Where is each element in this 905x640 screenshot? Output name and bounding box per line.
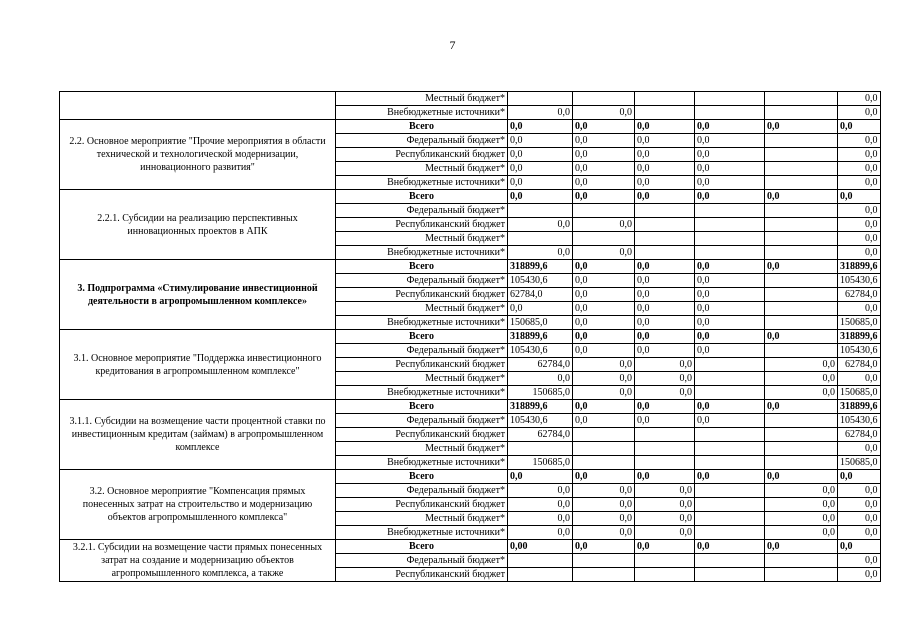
amount-cell: 0,0 xyxy=(838,190,881,204)
amount-cell: 0,0 xyxy=(573,302,635,316)
amount-cell: 0,0 xyxy=(838,162,881,176)
amount-cell: 0,0 xyxy=(765,386,838,400)
amount-cell xyxy=(765,288,838,302)
amount-cell xyxy=(695,456,765,470)
amount-cell: 0,0 xyxy=(635,134,695,148)
amount-cell: 0,0 xyxy=(765,540,838,554)
amount-cell xyxy=(508,204,573,218)
amount-cell xyxy=(635,218,695,232)
amount-cell xyxy=(765,302,838,316)
amount-cell xyxy=(765,274,838,288)
amount-cell: 0,0 xyxy=(838,540,881,554)
page-number: 7 xyxy=(449,38,456,52)
amount-cell: 0,0 xyxy=(635,260,695,274)
amount-cell: 0,0 xyxy=(695,414,765,428)
funding-source-cell: Местный бюджет* xyxy=(336,302,508,316)
amount-cell: 0,0 xyxy=(695,190,765,204)
amount-cell xyxy=(573,232,635,246)
amount-cell: 0,0 xyxy=(838,554,881,568)
amount-cell xyxy=(695,386,765,400)
amount-cell: 0,0 xyxy=(765,400,838,414)
amount-cell xyxy=(695,526,765,540)
amount-cell: 150685,0 xyxy=(508,456,573,470)
amount-cell: 318899,6 xyxy=(508,400,573,414)
funding-source-cell: Местный бюджет* xyxy=(336,232,508,246)
funding-source-cell: Федеральный бюджет* xyxy=(336,484,508,498)
amount-cell: 0,0 xyxy=(838,218,881,232)
amount-cell: 0,0 xyxy=(695,540,765,554)
amount-cell: 0,0 xyxy=(695,260,765,274)
amount-cell xyxy=(635,442,695,456)
amount-cell xyxy=(765,106,838,120)
funding-source-cell: Республиканский бюджет xyxy=(336,218,508,232)
amount-cell: 0,0 xyxy=(508,526,573,540)
amount-cell: 0,0 xyxy=(838,246,881,260)
amount-cell: 0,0 xyxy=(573,218,635,232)
table-row xyxy=(60,260,881,274)
amount-cell: 0,0 xyxy=(838,92,881,106)
amount-cell: 0,0 xyxy=(573,344,635,358)
amount-cell: 0,0 xyxy=(573,316,635,330)
amount-cell xyxy=(573,92,635,106)
table-row xyxy=(60,470,881,484)
amount-cell: 0,0 xyxy=(573,386,635,400)
funding-source-cell: Местный бюджет* xyxy=(336,372,508,386)
funding-source-cell: Местный бюджет* xyxy=(336,162,508,176)
funding-source-cell: Всего xyxy=(336,540,508,554)
amount-cell xyxy=(695,512,765,526)
amount-cell: 0,0 xyxy=(838,302,881,316)
amount-cell xyxy=(635,232,695,246)
amount-cell: 0,0 xyxy=(765,498,838,512)
amount-cell xyxy=(695,372,765,386)
table-row xyxy=(60,120,881,134)
amount-cell: 0,0 xyxy=(838,526,881,540)
amount-cell xyxy=(765,232,838,246)
amount-cell: 0,0 xyxy=(838,134,881,148)
amount-cell xyxy=(508,232,573,246)
amount-cell: 0,0 xyxy=(635,540,695,554)
amount-cell: 318899,6 xyxy=(838,400,881,414)
amount-cell: 0,0 xyxy=(838,120,881,134)
amount-cell xyxy=(765,176,838,190)
amount-cell: 0,0 xyxy=(508,470,573,484)
amount-cell: 0,0 xyxy=(635,302,695,316)
table-row xyxy=(60,190,881,204)
amount-cell: 150685,0 xyxy=(508,316,573,330)
amount-cell: 0,0 xyxy=(838,498,881,512)
amount-cell: 0,0 xyxy=(635,372,695,386)
funding-source-cell: Федеральный бюджет* xyxy=(336,554,508,568)
amount-cell: 0,0 xyxy=(765,372,838,386)
amount-cell: 0,0 xyxy=(695,176,765,190)
amount-cell: 0,0 xyxy=(508,218,573,232)
amount-cell: 0,0 xyxy=(635,526,695,540)
amount-cell xyxy=(695,232,765,246)
amount-cell: 0,0 xyxy=(508,106,573,120)
amount-cell: 0,0 xyxy=(573,190,635,204)
amount-cell: 62784,0 xyxy=(838,358,881,372)
funding-source-cell: Внебюджетные источники* xyxy=(336,316,508,330)
amount-cell: 150685,0 xyxy=(508,386,573,400)
funding-source-cell: Федеральный бюджет* xyxy=(336,134,508,148)
amount-cell: 0,0 xyxy=(573,414,635,428)
amount-cell: 150685,0 xyxy=(838,316,881,330)
amount-cell: 0,0 xyxy=(838,512,881,526)
amount-cell: 0,0 xyxy=(838,372,881,386)
amount-cell: 0,0 xyxy=(508,190,573,204)
amount-cell: 0,0 xyxy=(695,400,765,414)
amount-cell: 0,0 xyxy=(635,386,695,400)
amount-cell xyxy=(765,554,838,568)
amount-cell: 0,0 xyxy=(695,288,765,302)
activity-name-cell: 3.2. Основное мероприятие "Компенсация прямых понесенных затрат на строительство и модернизацию объектов агропромышленного комплекса" xyxy=(60,470,336,540)
funding-source-cell: Всего xyxy=(336,260,508,274)
activity-name-cell: 2.2. Основное мероприятие "Прочие мероприятия в области технической и технологической модернизации, инновационного развития" xyxy=(60,120,336,190)
amount-cell: 0,0 xyxy=(573,540,635,554)
amount-cell xyxy=(573,456,635,470)
activity-name-cell: 2.2.1. Субсидии на реализацию перспективных инновационных проектов в АПК xyxy=(60,190,336,260)
amount-cell: 0,0 xyxy=(765,190,838,204)
amount-cell xyxy=(765,134,838,148)
amount-cell xyxy=(695,106,765,120)
amount-cell xyxy=(765,204,838,218)
amount-cell: 0,0 xyxy=(508,148,573,162)
amount-cell xyxy=(765,568,838,582)
amount-cell: 0,0 xyxy=(573,274,635,288)
amount-cell: 0,0 xyxy=(635,470,695,484)
funding-source-cell: Республиканский бюджет xyxy=(336,498,508,512)
funding-source-cell: Республиканский бюджет xyxy=(336,428,508,442)
amount-cell: 0,0 xyxy=(838,568,881,582)
amount-cell: 0,0 xyxy=(838,442,881,456)
amount-cell xyxy=(765,456,838,470)
amount-cell xyxy=(508,568,573,582)
amount-cell: 0,0 xyxy=(838,232,881,246)
amount-cell: 0,0 xyxy=(635,316,695,330)
table-row xyxy=(60,92,881,106)
amount-cell: 0,0 xyxy=(635,274,695,288)
amount-cell: 0,00 xyxy=(508,540,573,554)
amount-cell: 0,0 xyxy=(635,358,695,372)
activity-name-cell: 3.1. Основное мероприятие "Поддержка инвестиционного кредитования в агропромышленном комплексе" xyxy=(60,330,336,400)
amount-cell: 0,0 xyxy=(573,246,635,260)
funding-source-cell: Всего xyxy=(336,190,508,204)
amount-cell: 0,0 xyxy=(573,400,635,414)
funding-source-cell: Республиканский бюджет xyxy=(336,568,508,582)
amount-cell: 0,0 xyxy=(635,344,695,358)
amount-cell: 0,0 xyxy=(573,358,635,372)
amount-cell xyxy=(573,428,635,442)
amount-cell xyxy=(573,204,635,218)
amount-cell: 0,0 xyxy=(765,526,838,540)
amount-cell xyxy=(508,442,573,456)
amount-cell xyxy=(635,106,695,120)
funding-source-cell: Федеральный бюджет* xyxy=(336,414,508,428)
amount-cell: 62784,0 xyxy=(508,358,573,372)
funding-source-cell: Внебюджетные источники* xyxy=(336,106,508,120)
amount-cell: 318899,6 xyxy=(508,260,573,274)
funding-source-cell: Всего xyxy=(336,120,508,134)
amount-cell: 0,0 xyxy=(508,498,573,512)
amount-cell: 0,0 xyxy=(573,512,635,526)
amount-cell: 62784,0 xyxy=(838,288,881,302)
funding-source-cell: Республиканский бюджет xyxy=(336,288,508,302)
amount-cell xyxy=(695,358,765,372)
amount-cell: 0,0 xyxy=(838,176,881,190)
amount-cell xyxy=(765,442,838,456)
funding-source-cell: Внебюджетные источники* xyxy=(336,246,508,260)
amount-cell: 0,0 xyxy=(635,512,695,526)
amount-cell: 0,0 xyxy=(765,484,838,498)
amount-cell: 0,0 xyxy=(635,120,695,134)
funding-source-cell: Всего xyxy=(336,470,508,484)
budget-table-body xyxy=(60,92,881,582)
amount-cell: 0,0 xyxy=(573,148,635,162)
amount-cell: 0,0 xyxy=(508,162,573,176)
amount-cell xyxy=(573,554,635,568)
amount-cell xyxy=(765,246,838,260)
amount-cell: 0,0 xyxy=(635,400,695,414)
amount-cell: 0,0 xyxy=(765,330,838,344)
amount-cell: 0,0 xyxy=(765,512,838,526)
table-row xyxy=(60,330,881,344)
amount-cell: 62784,0 xyxy=(508,288,573,302)
amount-cell: 105430,6 xyxy=(838,274,881,288)
funding-source-cell: Федеральный бюджет* xyxy=(336,274,508,288)
amount-cell: 0,0 xyxy=(573,470,635,484)
amount-cell xyxy=(635,204,695,218)
amount-cell: 105430,6 xyxy=(838,414,881,428)
amount-cell: 0,0 xyxy=(508,512,573,526)
amount-cell xyxy=(695,204,765,218)
amount-cell: 0,0 xyxy=(695,134,765,148)
amount-cell: 0,0 xyxy=(765,120,838,134)
amount-cell xyxy=(695,428,765,442)
amount-cell: 0,0 xyxy=(508,484,573,498)
amount-cell xyxy=(765,428,838,442)
amount-cell: 0,0 xyxy=(573,330,635,344)
amount-cell: 0,0 xyxy=(573,372,635,386)
amount-cell: 0,0 xyxy=(695,470,765,484)
amount-cell: 318899,6 xyxy=(838,330,881,344)
amount-cell xyxy=(695,246,765,260)
funding-source-cell: Республиканский бюджет xyxy=(336,358,508,372)
amount-cell xyxy=(695,92,765,106)
amount-cell: 0,0 xyxy=(573,176,635,190)
amount-cell: 105430,6 xyxy=(508,274,573,288)
amount-cell: 0,0 xyxy=(508,134,573,148)
amount-cell: 0,0 xyxy=(838,106,881,120)
amount-cell xyxy=(695,554,765,568)
funding-source-cell: Всего xyxy=(336,330,508,344)
amount-cell: 0,0 xyxy=(573,134,635,148)
amount-cell: 0,0 xyxy=(508,372,573,386)
amount-cell xyxy=(695,484,765,498)
amount-cell xyxy=(635,92,695,106)
amount-cell: 0,0 xyxy=(838,148,881,162)
amount-cell xyxy=(765,414,838,428)
funding-source-cell: Внебюджетные источники* xyxy=(336,386,508,400)
amount-cell: 0,0 xyxy=(765,260,838,274)
amount-cell: 0,0 xyxy=(508,246,573,260)
amount-cell: 0,0 xyxy=(695,302,765,316)
amount-cell: 318899,6 xyxy=(838,260,881,274)
amount-cell: 0,0 xyxy=(573,260,635,274)
amount-cell: 0,0 xyxy=(765,358,838,372)
amount-cell xyxy=(765,162,838,176)
funding-source-cell: Местный бюджет* xyxy=(336,512,508,526)
funding-source-cell: Республиканский бюджет xyxy=(336,148,508,162)
amount-cell: 0,0 xyxy=(573,120,635,134)
table-row xyxy=(60,540,881,554)
funding-source-cell: Местный бюджет* xyxy=(336,442,508,456)
amount-cell: 0,0 xyxy=(573,498,635,512)
activity-name-cell: 3.1.1. Субсидии на возмещение части процентной ставки по инвестиционным кредитам (займам) в агропромышленном комплексе xyxy=(60,400,336,470)
amount-cell: 0,0 xyxy=(573,484,635,498)
amount-cell xyxy=(695,442,765,456)
amount-cell: 0,0 xyxy=(635,162,695,176)
funding-source-cell: Внебюджетные источники* xyxy=(336,456,508,470)
budget-table xyxy=(59,91,881,582)
amount-cell xyxy=(765,316,838,330)
amount-cell: 0,0 xyxy=(635,288,695,302)
amount-cell: 0,0 xyxy=(573,106,635,120)
amount-cell xyxy=(765,148,838,162)
amount-cell: 318899,6 xyxy=(508,330,573,344)
amount-cell: 0,0 xyxy=(695,330,765,344)
amount-cell xyxy=(765,344,838,358)
funding-source-cell: Внебюджетные источники* xyxy=(336,526,508,540)
amount-cell: 0,0 xyxy=(635,330,695,344)
amount-cell: 0,0 xyxy=(695,162,765,176)
amount-cell: 0,0 xyxy=(695,120,765,134)
funding-source-cell: Внебюджетные источники* xyxy=(336,176,508,190)
amount-cell xyxy=(573,568,635,582)
amount-cell: 0,0 xyxy=(838,484,881,498)
amount-cell: 0,0 xyxy=(635,498,695,512)
funding-source-cell: Всего xyxy=(336,400,508,414)
amount-cell xyxy=(508,554,573,568)
amount-cell xyxy=(635,554,695,568)
amount-cell: 150685,0 xyxy=(838,456,881,470)
amount-cell xyxy=(695,498,765,512)
amount-cell xyxy=(765,218,838,232)
amount-cell: 0,0 xyxy=(635,148,695,162)
funding-source-cell: Федеральный бюджет* xyxy=(336,204,508,218)
activity-name-cell xyxy=(60,92,336,120)
amount-cell: 0,0 xyxy=(635,414,695,428)
amount-cell: 0,0 xyxy=(838,204,881,218)
amount-cell xyxy=(573,442,635,456)
amount-cell xyxy=(635,428,695,442)
amount-cell xyxy=(695,218,765,232)
amount-cell: 105430,6 xyxy=(838,344,881,358)
amount-cell xyxy=(695,568,765,582)
amount-cell: 0,0 xyxy=(695,148,765,162)
amount-cell: 0,0 xyxy=(765,470,838,484)
amount-cell: 0,0 xyxy=(838,470,881,484)
funding-source-cell: Местный бюджет* xyxy=(336,92,508,106)
amount-cell: 0,0 xyxy=(635,484,695,498)
amount-cell: 0,0 xyxy=(695,274,765,288)
amount-cell xyxy=(765,92,838,106)
amount-cell xyxy=(635,456,695,470)
table-row xyxy=(60,400,881,414)
amount-cell: 150685,0 xyxy=(838,386,881,400)
amount-cell: 62784,0 xyxy=(508,428,573,442)
amount-cell: 0,0 xyxy=(573,288,635,302)
amount-cell: 0,0 xyxy=(508,176,573,190)
amount-cell: 0,0 xyxy=(508,302,573,316)
activity-name-cell: 3. Подпрограмма «Стимулирование инвестиционной деятельности в агропромышленном комплексе» xyxy=(60,260,336,330)
activity-name-cell: 3.2.1. Субсидии на возмещение части прямых понесенных затрат на создание и модернизацию объектов агропромышленного комплекса, а также xyxy=(60,540,336,582)
amount-cell: 0,0 xyxy=(695,316,765,330)
amount-cell: 0,0 xyxy=(635,176,695,190)
amount-cell: 105430,6 xyxy=(508,344,573,358)
amount-cell xyxy=(635,246,695,260)
amount-cell: 62784,0 xyxy=(838,428,881,442)
amount-cell: 0,0 xyxy=(573,526,635,540)
amount-cell xyxy=(508,92,573,106)
amount-cell: 105430,6 xyxy=(508,414,573,428)
funding-source-cell: Федеральный бюджет* xyxy=(336,344,508,358)
amount-cell: 0,0 xyxy=(573,162,635,176)
amount-cell: 0,0 xyxy=(695,344,765,358)
amount-cell: 0,0 xyxy=(635,190,695,204)
amount-cell: 0,0 xyxy=(508,120,573,134)
amount-cell xyxy=(635,568,695,582)
